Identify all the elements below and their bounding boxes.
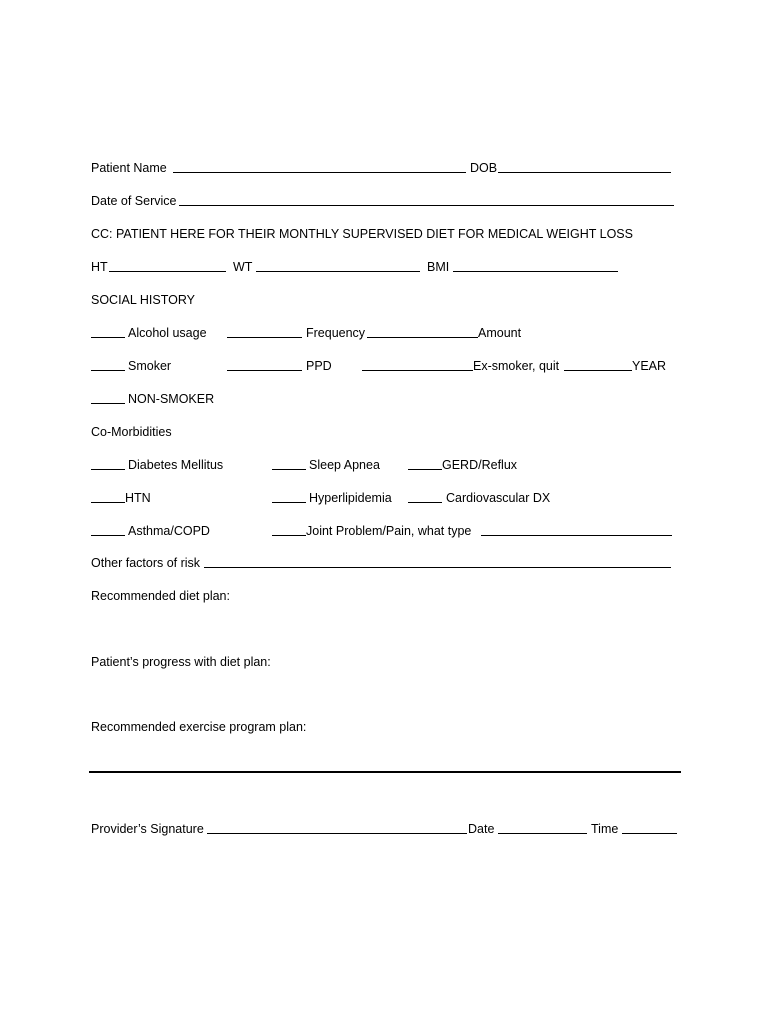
non-smoker-field[interactable] [91, 403, 125, 404]
sleep-apnea-field[interactable] [272, 469, 306, 470]
wt-field[interactable] [256, 271, 420, 272]
non-smoker-label: NON-SMOKER [128, 392, 215, 406]
date-of-service-field[interactable] [179, 205, 674, 206]
htn-field[interactable] [91, 502, 125, 503]
amount-label: Amount [478, 326, 522, 340]
provider-signature-label: Provider’s Signature [91, 822, 204, 836]
cardiovascular-field[interactable] [408, 502, 442, 503]
frequency-field[interactable] [227, 337, 302, 338]
frequency-label: Frequency [306, 326, 366, 340]
bmi-field[interactable] [453, 271, 618, 272]
social-history-heading: SOCIAL HISTORY [91, 293, 195, 307]
risk-field[interactable] [204, 567, 671, 568]
progress-label: Patient’s progress with diet plan: [91, 655, 271, 669]
risk-label: Other factors of risk [91, 556, 201, 570]
asthma-field[interactable] [91, 535, 125, 536]
joint-problem-type-field[interactable] [481, 535, 672, 536]
diabetes-label: Diabetes Mellitus [128, 458, 224, 472]
smoker-label: Smoker [128, 359, 172, 373]
exercise-label: Recommended exercise program plan: [91, 720, 307, 734]
diet-plan-label: Recommended diet plan: [91, 589, 230, 603]
asthma-label: Asthma/COPD [128, 524, 210, 538]
gerd-label: GERD/Reflux [442, 458, 518, 472]
alcohol-usage-label: Alcohol usage [128, 326, 207, 340]
quit-year-field[interactable] [564, 370, 632, 371]
signature-date-field[interactable] [498, 833, 587, 834]
bmi-label: BMI [427, 260, 450, 274]
ex-smoker-label: Ex-smoker, quit [473, 359, 560, 373]
joint-problem-field[interactable] [272, 535, 306, 536]
date-of-service-label: Date of Service [91, 194, 177, 208]
ppd-label: PPD [306, 359, 332, 373]
dob-label: DOB [470, 161, 498, 175]
signature-time-field[interactable] [622, 833, 677, 834]
hyperlipidemia-field[interactable] [272, 502, 306, 503]
ht-field[interactable] [109, 271, 226, 272]
patient-name-label: Patient Name [91, 161, 167, 175]
hyperlipidemia-label: Hyperlipidemia [309, 491, 392, 505]
ht-label: HT [91, 260, 108, 274]
alcohol-usage-field[interactable] [91, 337, 125, 338]
ppd-field[interactable] [227, 370, 302, 371]
signature-date-label: Date [468, 822, 495, 836]
smoker-field[interactable] [91, 370, 125, 371]
cardiovascular-label: Cardiovascular DX [446, 491, 551, 505]
joint-problem-label: Joint Problem/Pain, what type [306, 524, 472, 538]
signature-time-label: Time [591, 822, 619, 836]
provider-signature-field[interactable] [207, 833, 467, 834]
year-label: YEAR [632, 359, 667, 373]
amount-field[interactable] [367, 337, 478, 338]
ex-smoker-field[interactable] [362, 370, 473, 371]
chief-complaint-text: CC: PATIENT HERE FOR THEIR MONTHLY SUPERVISED DIET FOR MEDICAL WEIGHT LOSS [91, 227, 633, 241]
sleep-apnea-label: Sleep Apnea [309, 458, 380, 472]
comorbidities-heading: Co-Morbidities [91, 425, 172, 439]
patient-name-field[interactable] [173, 172, 466, 173]
dob-field[interactable] [498, 172, 671, 173]
htn-label: HTN [125, 491, 151, 505]
gerd-field[interactable] [408, 469, 442, 470]
section-divider [89, 771, 681, 773]
wt-label: WT [233, 260, 253, 274]
diabetes-field[interactable] [91, 469, 125, 470]
